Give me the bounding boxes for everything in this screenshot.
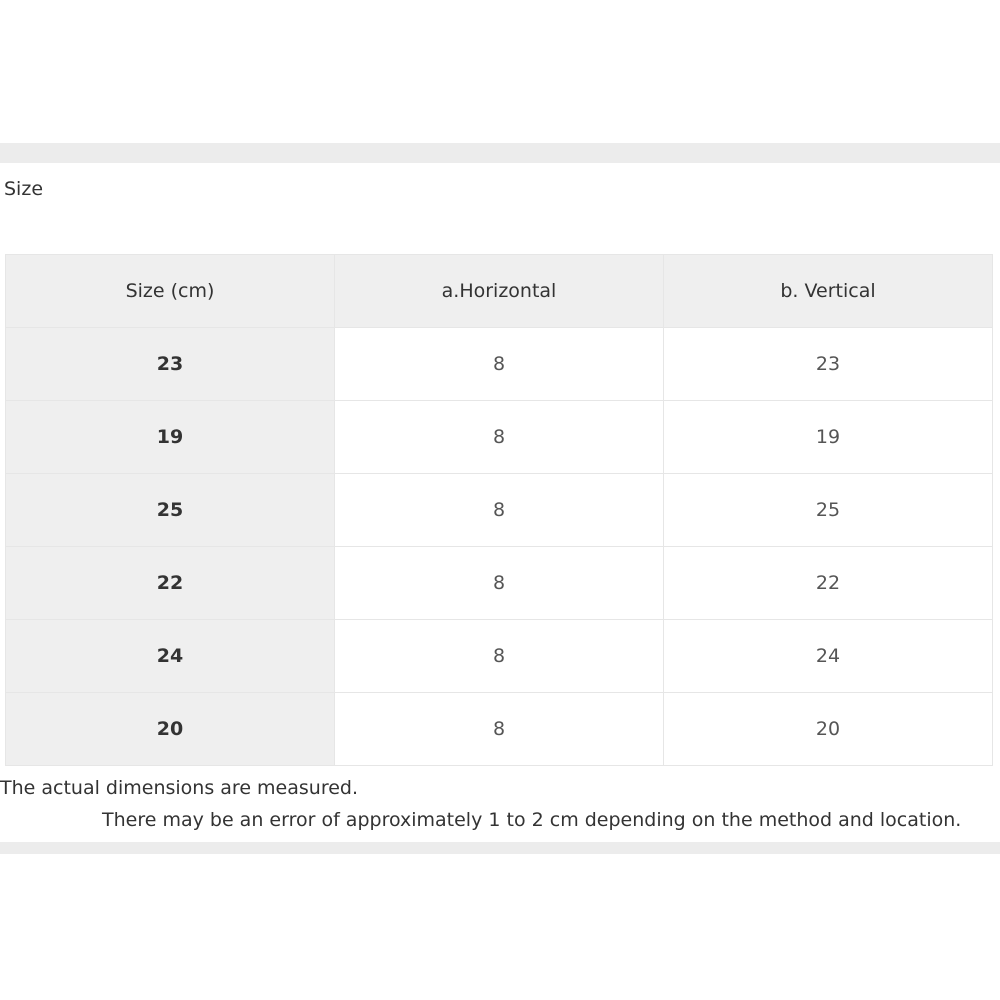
horizontal-value: 8 xyxy=(335,328,664,401)
horizontal-value: 8 xyxy=(335,693,664,766)
size-value: 23 xyxy=(6,328,335,401)
horizontal-value: 8 xyxy=(335,547,664,620)
horizontal-value: 8 xyxy=(335,620,664,693)
vertical-value: 24 xyxy=(664,620,993,693)
size-value: 19 xyxy=(6,401,335,474)
horizontal-value: 8 xyxy=(335,474,664,547)
bottom-divider-band xyxy=(0,842,1000,854)
table-row xyxy=(6,401,993,474)
table-row xyxy=(6,328,993,401)
size-value: 25 xyxy=(6,474,335,547)
size-value: 22 xyxy=(6,547,335,620)
section-title: Size xyxy=(4,178,44,200)
vertical-value: 19 xyxy=(664,401,993,474)
vertical-value: 22 xyxy=(664,547,993,620)
header-size: Size (cm) xyxy=(6,255,335,328)
top-divider-band xyxy=(0,143,1000,163)
header-vertical: b. Vertical xyxy=(664,255,993,328)
table-header-row xyxy=(6,255,993,328)
table-row xyxy=(6,693,993,766)
vertical-value: 20 xyxy=(664,693,993,766)
vertical-value: 23 xyxy=(664,328,993,401)
table-row xyxy=(6,620,993,693)
measurement-notes xyxy=(0,772,1000,836)
size-value: 24 xyxy=(6,620,335,693)
note-line-2: There may be an error of approximately 1 to 2 cm depending on the method and location. xyxy=(102,809,962,831)
vertical-value: 25 xyxy=(664,474,993,547)
table-row xyxy=(6,474,993,547)
table-row xyxy=(6,547,993,620)
header-horizontal: a.Horizontal xyxy=(335,255,664,328)
size-chart-table xyxy=(5,254,993,766)
horizontal-value: 8 xyxy=(335,401,664,474)
size-value: 20 xyxy=(6,693,335,766)
note-line-1: The actual dimensions are measured. xyxy=(0,777,359,799)
